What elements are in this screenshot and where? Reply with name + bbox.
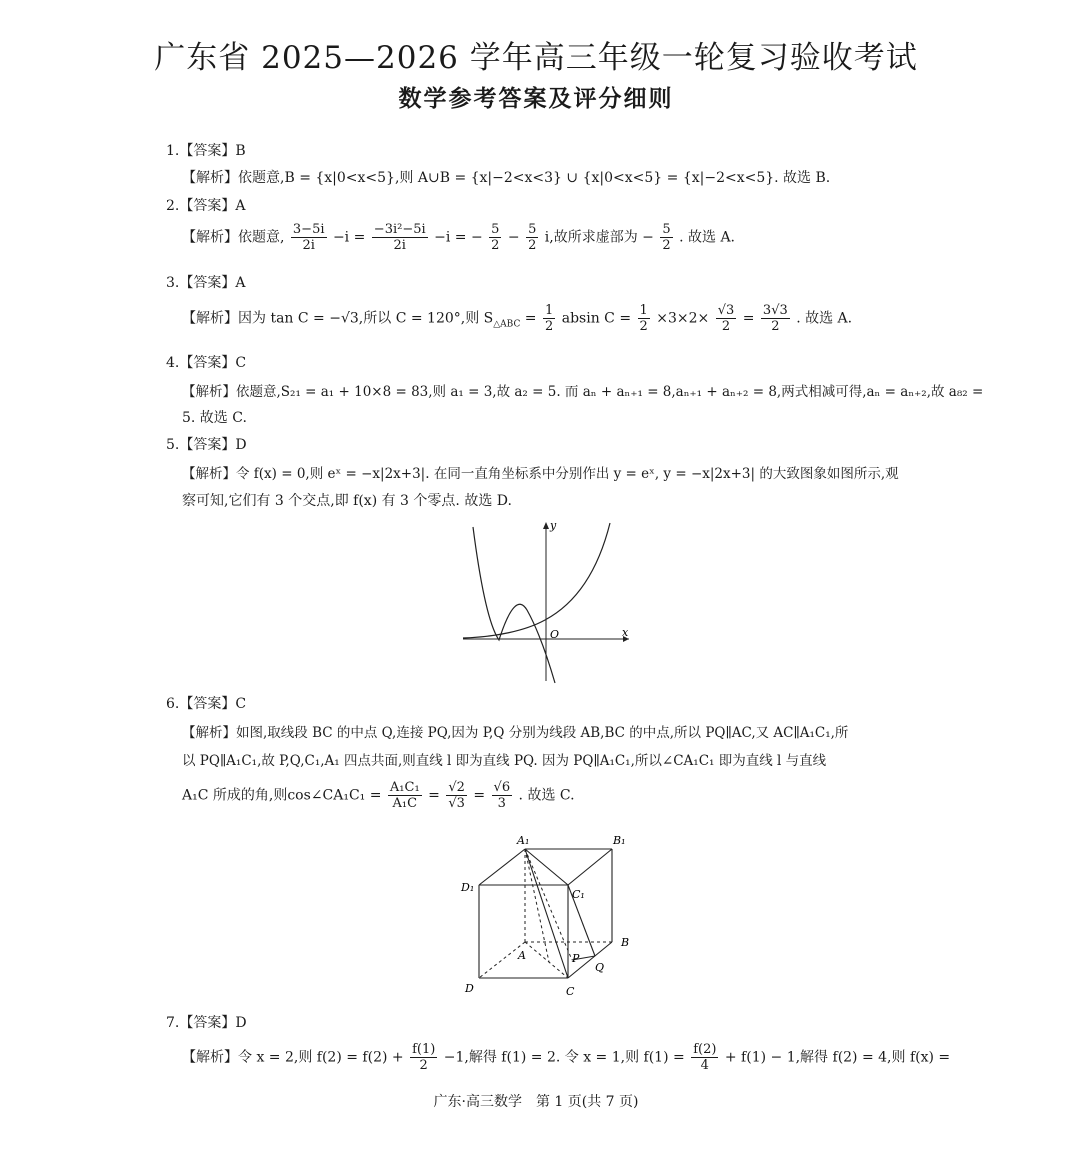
q3-analysis xyxy=(182,303,852,334)
q2-fraction-4: $\frac{5}{2}$ xyxy=(528,222,537,253)
label-D: D xyxy=(465,982,474,995)
q3-fraction-1: $\frac{1}{2}$ xyxy=(544,303,554,334)
label-C1: C₁ xyxy=(572,888,585,901)
q2-prefix: 【解析】依题意, xyxy=(182,229,285,246)
q2-text-4: i,故所求虚部为 − xyxy=(544,229,654,246)
label-B1: B₁ xyxy=(613,834,626,847)
q6-text-2: = xyxy=(473,787,486,804)
q2-analysis xyxy=(182,222,735,253)
q2-text-3: − xyxy=(507,229,520,246)
q3-eq: = xyxy=(520,310,537,327)
q3-text-3: = xyxy=(742,310,755,327)
q2-fraction-2: $\frac{\text{−3i²−5i}}{2i}$ xyxy=(373,222,426,253)
q5-function-graph xyxy=(455,515,640,685)
x-axis-label: x xyxy=(622,626,629,639)
q3-text-1: absin C = xyxy=(561,310,632,327)
q3-subscript: △ABC xyxy=(493,319,521,330)
y-axis-arrow-icon xyxy=(543,522,549,529)
q4-answer: 4.【答案】C xyxy=(166,355,247,371)
q3-fraction-3: $\frac{√3}{2}$ xyxy=(717,303,735,334)
document-subtitle: 数学参考答案及评分细则 xyxy=(398,85,674,112)
q3-prefix: 【解析】因为 tan C = −√3,所以 C = 120°,则 S xyxy=(182,310,494,327)
q6-analysis-line2: 以 PQ∥A₁C₁,故 P,Q,C₁,A₁ 四点共面,则直线 l 即为直线 PQ. 因为 PQ∥A₁C₁,所以∠CA₁C₁ 即为直线 l 与直线 xyxy=(182,753,827,769)
q7-fraction-2: $\frac{f(2)}{4}$ xyxy=(693,1042,717,1073)
q2-text-1: −i = xyxy=(332,229,366,246)
exp-curve xyxy=(463,523,610,638)
origin-label: O xyxy=(550,628,560,641)
q7-text-1: −1,解得 f(1) = 2. 令 x = 1,则 f(1) = xyxy=(443,1049,685,1066)
q2-fraction-5: $\frac{5}{2}$ xyxy=(662,222,671,253)
q3-text-2: ×3×2× xyxy=(656,310,710,327)
document-title: 广东省 2025—2026 学年高三年级一轮复习验收考试 xyxy=(154,40,918,76)
q1-analysis: 【解析】依题意,B = {x|0<x<5},则 A∪B = {x|−2<x<3} ∪ {x|0<x<5} = {x|−2<x<5}. 故选 B. xyxy=(182,170,831,186)
q7-answer: 7.【答案】D xyxy=(166,1015,247,1031)
label-B: B xyxy=(621,936,630,949)
q6-text-1: = xyxy=(428,787,440,804)
q5-analysis-line1: 【解析】令 f(x) = 0,则 eˣ = −x|2x+3|. 在同一直角坐标系中分别作出 y = eˣ, y = −x|2x+3| 的大致图象如图所示,观 xyxy=(182,466,899,482)
q6-fraction-2: $\frac{√2}{√3}$ xyxy=(448,780,465,811)
label-C: C xyxy=(566,985,575,998)
q2-fraction-1: $\frac{3-5i}{2i}$ xyxy=(292,222,325,253)
q2-text-2: −i = − xyxy=(434,229,483,246)
q4-analysis-line1: 【解析】依题意,S₂₁ = a₁ + 10×8 = 83,则 a₁ = 3,故 a₂ = 5. 而 aₙ + aₙ₊₁ = 8,aₙ₊₁ + aₙ₊₂ = 8,两式相减可得,aₙ = aₙ₊₂,故 a₈₂ = xyxy=(182,384,984,400)
q2-fraction-3: $\frac{5}{2}$ xyxy=(491,222,500,253)
q1-answer: 1.【答案】B xyxy=(166,143,246,159)
q3-answer: 3.【答案】A xyxy=(166,275,246,291)
q7-prefix: 【解析】令 x = 2,则 f(2) = f(2) + xyxy=(182,1049,404,1066)
q2-end: . 故选 A. xyxy=(679,229,736,246)
q6-answer: 6.【答案】C xyxy=(166,696,247,712)
q6-analysis-line1: 【解析】如图,取线段 BC 的中点 Q,连接 PQ,因为 P,Q 分别为线段 AB,BC 的中点,所以 PQ∥AC,又 AC∥A₁C₁,所 xyxy=(182,725,849,741)
label-D1: D₁ xyxy=(461,881,475,894)
q6-cube-diagram xyxy=(455,828,645,1003)
q3-fraction-2: $\frac{1}{2}$ xyxy=(639,303,648,334)
q3-end: . 故选 A. xyxy=(796,310,853,327)
label-Q: Q xyxy=(595,961,605,974)
label-A1: A₁ xyxy=(517,834,530,847)
q7-fraction-1: $\frac{f(1)}{2}$ xyxy=(412,1042,436,1073)
q3-fraction-4: $\frac{3√3}{2}$ xyxy=(762,303,788,334)
q6-end: . 故选 C. xyxy=(518,787,575,804)
q5-answer: 5.【答案】D xyxy=(166,437,247,453)
q7-analysis xyxy=(182,1042,950,1073)
q6-fraction-1: $\frac{\text{A₁C₁}}{\text{A₁C}}$ xyxy=(389,780,420,811)
q6-analysis-line3 xyxy=(182,780,575,811)
q2-answer: 2.【答案】A xyxy=(166,198,246,214)
q5-analysis-line2: 察可知,它们有 3 个交点,即 f(x) 有 3 个零点. 故选 D. xyxy=(182,493,512,509)
label-A: A xyxy=(518,949,526,962)
q6-fraction-3: $\frac{√6}{3}$ xyxy=(493,780,511,811)
q7-end: + f(1) − 1,解得 f(2) = 4,则 f(x) = xyxy=(724,1049,951,1066)
abs-curve xyxy=(473,527,555,683)
y-axis-label: y xyxy=(550,519,557,532)
page-footer: 广东·高三数学 第 1 页(共 7 页) xyxy=(433,1094,639,1110)
q6-line3-prefix: A₁C 所成的角,则cos∠CA₁C₁ = xyxy=(182,787,382,804)
label-P: P xyxy=(572,952,580,965)
q4-analysis-line2: 5. 故选 C. xyxy=(182,410,247,426)
